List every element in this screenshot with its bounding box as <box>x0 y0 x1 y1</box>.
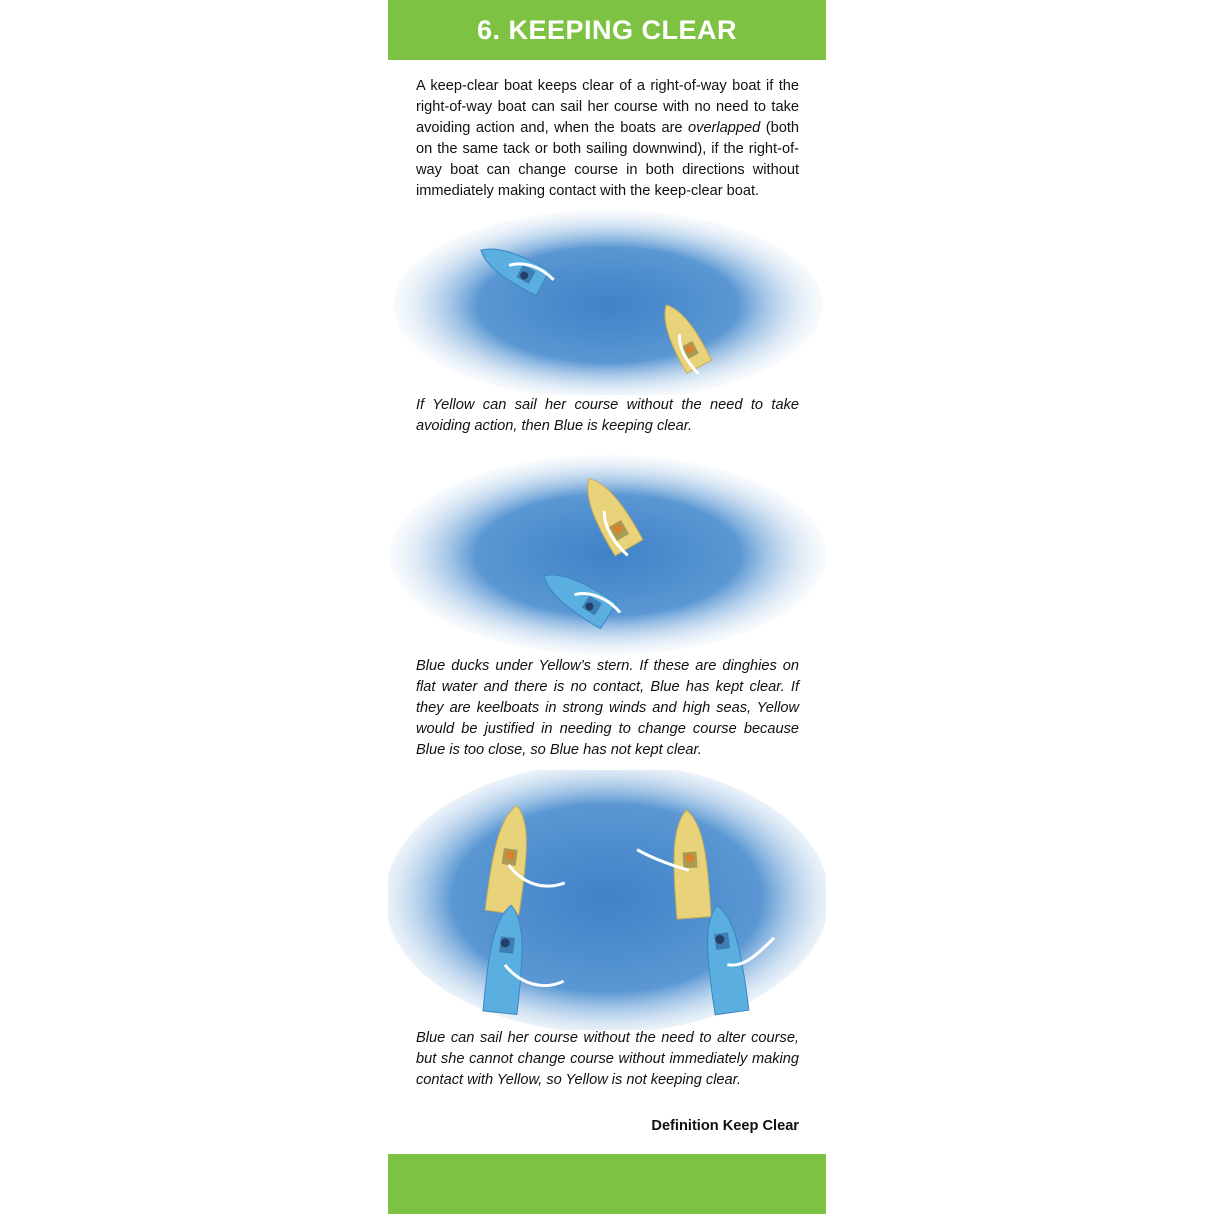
page <box>388 0 826 1214</box>
caption-1: If Yellow can sail her course without the need to take avoiding action, then Blue is keeping clear. <box>416 397 799 434</box>
header-bar <box>388 0 826 60</box>
illustration-2 <box>388 455 826 655</box>
definition-reference: Definition Keep Clear <box>651 1118 799 1134</box>
intro-text-before: A keep-clear boat keeps clear of a right-of-way boat if the right-of-way boat can sail her course with no need to take avoiding action and, when the boats are <box>416 78 799 136</box>
illustration-3 <box>388 770 826 1030</box>
illustration-1 <box>388 210 826 395</box>
intro-text-after: (both on the same tack or both sailing downwind), if the right-of-way boat can change course in both directions without immediately making contact with the keep-clear boat. <box>416 120 799 199</box>
footer-bar <box>388 1154 826 1214</box>
intro-emphasis: overlapped <box>688 120 761 136</box>
intro-paragraph <box>416 76 799 202</box>
caption-3: Blue can sail her course without the need to alter course, but she cannot change course without immediately making contact with Yellow, so Yellow is not keeping clear. <box>416 1030 799 1088</box>
page-title: 6. KEEPING CLEAR <box>476 14 738 45</box>
caption-2: Blue ducks under Yellow’s stern. If these are dinghies on flat water and there is no contact, Blue has kept clear. If they are keelboats in strong winds and high seas, Yellow would be justified in needing to change course because Blue is too close, so Blue has not kept clear. <box>416 658 799 758</box>
